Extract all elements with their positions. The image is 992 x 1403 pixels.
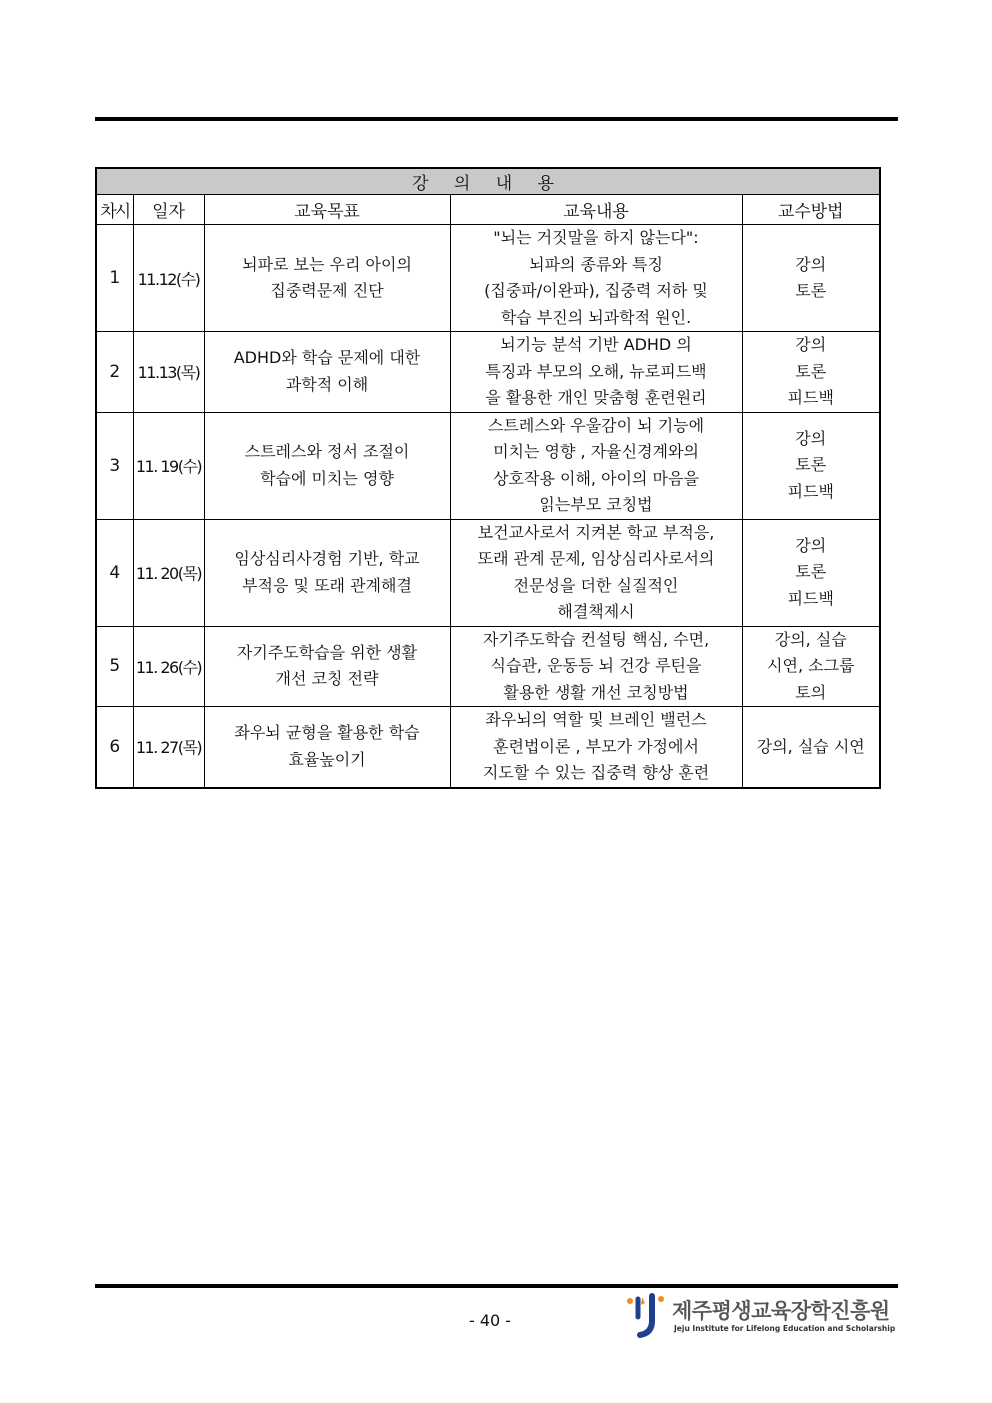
method-line: 피드백 [787,481,834,501]
table-title-row [96,168,880,195]
method-line: 토론 [795,281,827,300]
session-number: 2 [96,332,133,413]
table-row [96,626,880,707]
session-date: 11.12(수) [133,225,204,332]
session-number: 5 [96,626,133,707]
method-line: 강의 [795,335,827,354]
content-line: 해결책제시 [557,602,635,621]
page-number: - 40 - [468,1311,512,1330]
header-session: 차시 [96,195,133,225]
logo-korean-name: 제주평생교육장학진흥원 [672,1299,890,1323]
table-title: 강 의 내 용 [96,168,880,195]
session-goal [204,332,450,413]
goal-line: 좌우뇌 균형을 활용한 학습 [234,723,420,743]
content-line: (집중파/이완파), 집중력 저하 및 [484,281,708,300]
session-number: 3 [96,412,133,519]
session-goal [204,412,450,519]
method-line: 강의 [795,535,827,555]
method-line: 강의, 실습 [774,629,847,649]
header-goal: 교육목표 [204,195,450,225]
goal-line: 스트레스와 정서 조절이 [244,442,410,461]
method-line: 강의 [795,254,827,274]
content-line: 읽는부모 코칭법 [539,495,653,514]
footer-rule [95,1284,898,1288]
content-line: 학습 부진의 뇌과학적 원인. [500,307,692,327]
session-content [450,626,742,707]
session-goal [204,626,450,707]
content-line: 뇌기능 분석 기반 ADHD 의 [500,335,692,354]
goal-line: 개선 코칭 전략 [275,669,379,689]
lecture-schedule-table [95,167,881,789]
goal-line: ADHD와 학습 문제에 대한 [233,348,421,368]
content-line: 자기주도학습 컨설팅 핵심, 수면, [482,629,710,649]
table-row [96,225,880,332]
content-line: 을 활용한 개인 맞춤형 훈련원리 [485,388,707,407]
method-line: 토론 [795,361,827,381]
session-goal [204,519,450,626]
session-method [742,332,880,413]
goal-line: 효율높이기 [288,749,366,769]
header-content: 교육내용 [450,195,742,225]
table-header-row [96,195,880,225]
session-date: 11. 19(수) [133,412,204,519]
goal-line: 부적응 및 또래 관계해결 [242,575,412,595]
session-date: 11. 26(수) [133,626,204,707]
session-method [742,707,880,788]
session-number: 4 [96,519,133,626]
session-content [450,412,742,519]
goal-line: 학습에 미치는 영향 [260,468,394,488]
method-line: 강의 [795,428,827,448]
table-row [96,519,880,626]
session-date: 11. 27(목) [133,707,204,788]
session-date: 11.13(목) [133,332,204,413]
logo-english-name: Jeju Institute for Lifelong Education and Scholarship [674,1324,896,1333]
method-line: 강의, 실습 시연 [756,736,865,756]
institute-logo [626,1293,896,1339]
content-line: "뇌는 거짓말을 하지 않는다": [493,228,699,247]
session-goal [204,225,450,332]
session-date: 11. 20(목) [133,519,204,626]
content-line: 미치는 영향 , 자율신경계와의 [493,442,699,461]
goal-line: 자기주도학습을 위한 생활 [236,642,418,662]
content-line: 또래 관계 문제, 임상심리사로서의 [477,549,715,568]
method-line: 토론 [795,562,827,582]
content-line: 훈련법이론 , 부모가 가정에서 [493,736,699,756]
content-line: 활용한 생활 개선 코칭방법 [503,682,689,702]
header-date: 일자 [133,195,204,225]
content-line: 특징과 부모의 오해, 뉴로피드백 [485,361,707,381]
session-content [450,225,742,332]
goal-line: 임상심리사경험 기반, 학교 [234,549,420,568]
method-line: 토론 [795,455,827,475]
content-line: 지도할 수 있는 집중력 향상 훈련 [482,763,710,782]
header-method: 교수방법 [742,195,880,225]
method-line: 토의 [795,682,827,702]
content-line: 스트레스와 우울감이 뇌 기능에 [487,415,705,435]
goal-line: 뇌파로 보는 우리 아이의 [242,254,412,274]
content-line: 뇌파의 종류와 특징 [529,254,663,274]
session-content [450,519,742,626]
content-line: 보건교사로서 지켜본 학교 부적응, [477,522,715,542]
session-method [742,626,880,707]
content-line: 전문성을 더한 실질적인 [513,575,679,595]
method-line: 피드백 [787,588,834,608]
method-line: 피드백 [787,388,834,407]
table-row [96,332,880,413]
session-method [742,519,880,626]
logo-emblem-icon [626,1293,666,1339]
session-content [450,332,742,413]
goal-line: 과학적 이해 [285,374,369,394]
table-row [96,707,880,788]
goal-line: 집중력문제 진단 [270,281,384,300]
content-line: 좌우뇌의 역할 및 브레인 밸런스 [485,710,707,729]
session-goal [204,707,450,788]
session-number: 6 [96,707,133,788]
content-line: 상호작용 이해, 아이의 마음을 [493,468,699,488]
method-line: 시연, 소그룹 [767,656,855,675]
session-method [742,225,880,332]
session-content [450,707,742,788]
table-row [96,412,880,519]
session-number: 1 [96,225,133,332]
content-line: 식습관, 운동등 뇌 건강 루틴을 [490,656,702,675]
session-method [742,412,880,519]
header-rule [95,117,898,121]
